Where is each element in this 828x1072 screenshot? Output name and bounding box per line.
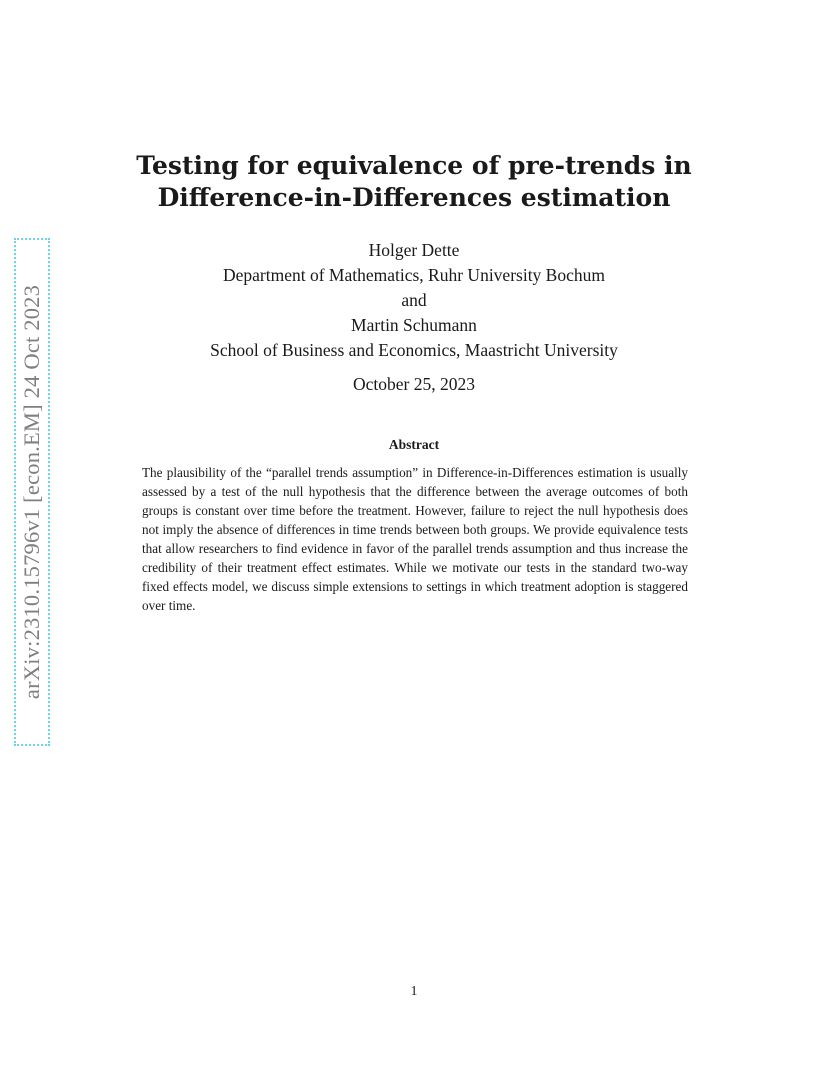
author-name-1: Holger Dette	[368, 240, 460, 260]
paper-title	[0, 150, 828, 214]
author-name-2: Martin Schumann	[351, 315, 477, 335]
title-line-1: Testing for equivalence of pre-trends in	[136, 151, 692, 180]
abstract-text: The plausibility of the “parallel trends assumption” in Difference-in-Differences estimation is usually assessed by a test of the null hypothesis that the difference between the average outcomes of both groups is constant over time before the treatment. However, failure to reject the null hypothesis does not imply the absence of differences in time trends between both groups. We provide equivalence tests that allow researchers to find evidence in favor of the parallel trends assumption and thus increase the credibility of their treatment effect estimates. While we motivate our tests in the standard two-way fixed effects model, we discuss simple extensions to settings in which treatment adoption is staggered over time.	[142, 465, 688, 613]
abstract-heading: Abstract	[388, 437, 440, 452]
author-block	[0, 238, 828, 363]
author-affiliation-1: Department of Mathematics, Ruhr University Bochum	[222, 265, 605, 285]
arxiv-identifier: arXiv:2310.15796v1 [econ.EM] 24 Oct 2023	[19, 284, 44, 700]
author-conjunction: and	[401, 290, 427, 310]
page-number: 1	[410, 984, 418, 999]
paper-date: October 25, 2023	[353, 374, 475, 394]
author-affiliation-2: School of Business and Economics, Maastricht University	[210, 340, 618, 360]
title-line-2: Difference-in-Differences estimation	[157, 183, 671, 212]
